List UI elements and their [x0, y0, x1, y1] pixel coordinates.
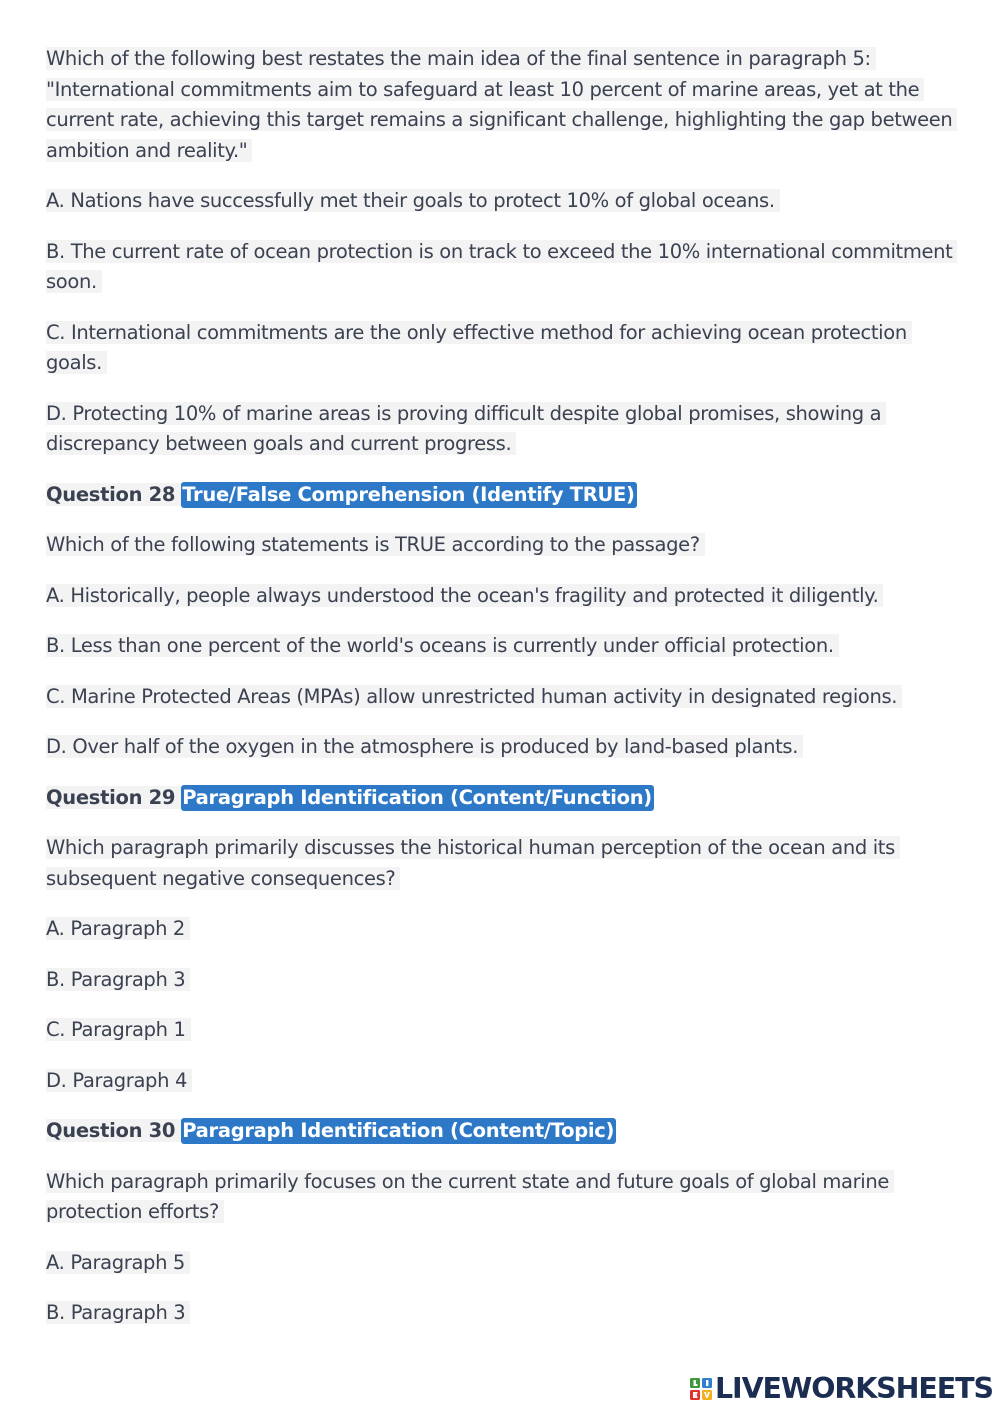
- question-28-number: Question 28: [46, 483, 181, 506]
- question-29-heading: [46, 783, 966, 814]
- question-28-option-a: A. Historically, people always understood the ocean's fragility and protected it diligently.: [46, 581, 966, 612]
- question-28-type-tag: True/False Comprehension (Identify TRUE): [182, 482, 635, 506]
- question-27-option-c: C. International commitments are the only effective method for achieving ocean protection goals.: [46, 318, 966, 379]
- question-28-option-b: B. Less than one percent of the world's oceans is currently under official protection.: [46, 631, 966, 662]
- question-28-option-d: D. Over half of the oxygen in the atmosphere is produced by land-based plants.: [46, 732, 966, 763]
- question-29-type-tag: Paragraph Identification (Content/Function): [182, 785, 652, 809]
- liveworksheets-logo-icon: [690, 1378, 712, 1400]
- question-30-option-a: A. Paragraph 5: [46, 1248, 966, 1279]
- question-29-option-d: D. Paragraph 4: [46, 1066, 966, 1097]
- question-27-stem: Which of the following best restates the main idea of the final sentence in paragraph 5: "International commitments aim to safeguard at least 10 percent of marine areas, yet at the current rate, achieving this target remains a significant challenge, highlighting the gap between ambition and reality.": [46, 44, 966, 166]
- question-30-option-b: B. Paragraph 3: [46, 1298, 966, 1329]
- question-29-option-a: A. Paragraph 2: [46, 914, 966, 945]
- question-29-number: Question 29: [46, 786, 181, 809]
- question-28-heading: [46, 480, 966, 511]
- question-29-stem: Which paragraph primarily discusses the historical human perception of the ocean and its subsequent negative consequences?: [46, 833, 966, 894]
- question-27-option-b: B. The current rate of ocean protection is on track to exceed the 10% international commitment soon.: [46, 237, 966, 298]
- question-30-number: Question 30: [46, 1119, 181, 1142]
- question-29-option-c: C. Paragraph 1: [46, 1015, 966, 1046]
- question-30-type-tag: Paragraph Identification (Content/Topic): [182, 1119, 615, 1142]
- question-29-option-b: B. Paragraph 3: [46, 965, 966, 996]
- question-30-stem: Which paragraph primarily focuses on the current state and future goals of global marine protection efforts?: [46, 1167, 966, 1228]
- worksheet-content: [46, 44, 966, 1349]
- liveworksheets-brand-text: LIVEWORKSHEETS: [715, 1372, 993, 1405]
- liveworksheets-logo: [690, 1372, 993, 1406]
- question-28-stem: Which of the following statements is TRUE according to the passage?: [46, 530, 966, 561]
- question-27-option-d: D. Protecting 10% of marine areas is proving difficult despite global promises, showing a discrepancy between goals and current progress.: [46, 399, 966, 460]
- question-28-option-c: C. Marine Protected Areas (MPAs) allow unrestricted human activity in designated regions.: [46, 682, 966, 713]
- question-27-option-a: A. Nations have successfully met their goals to protect 10% of global oceans.: [46, 186, 966, 217]
- question-30-heading: [46, 1116, 966, 1147]
